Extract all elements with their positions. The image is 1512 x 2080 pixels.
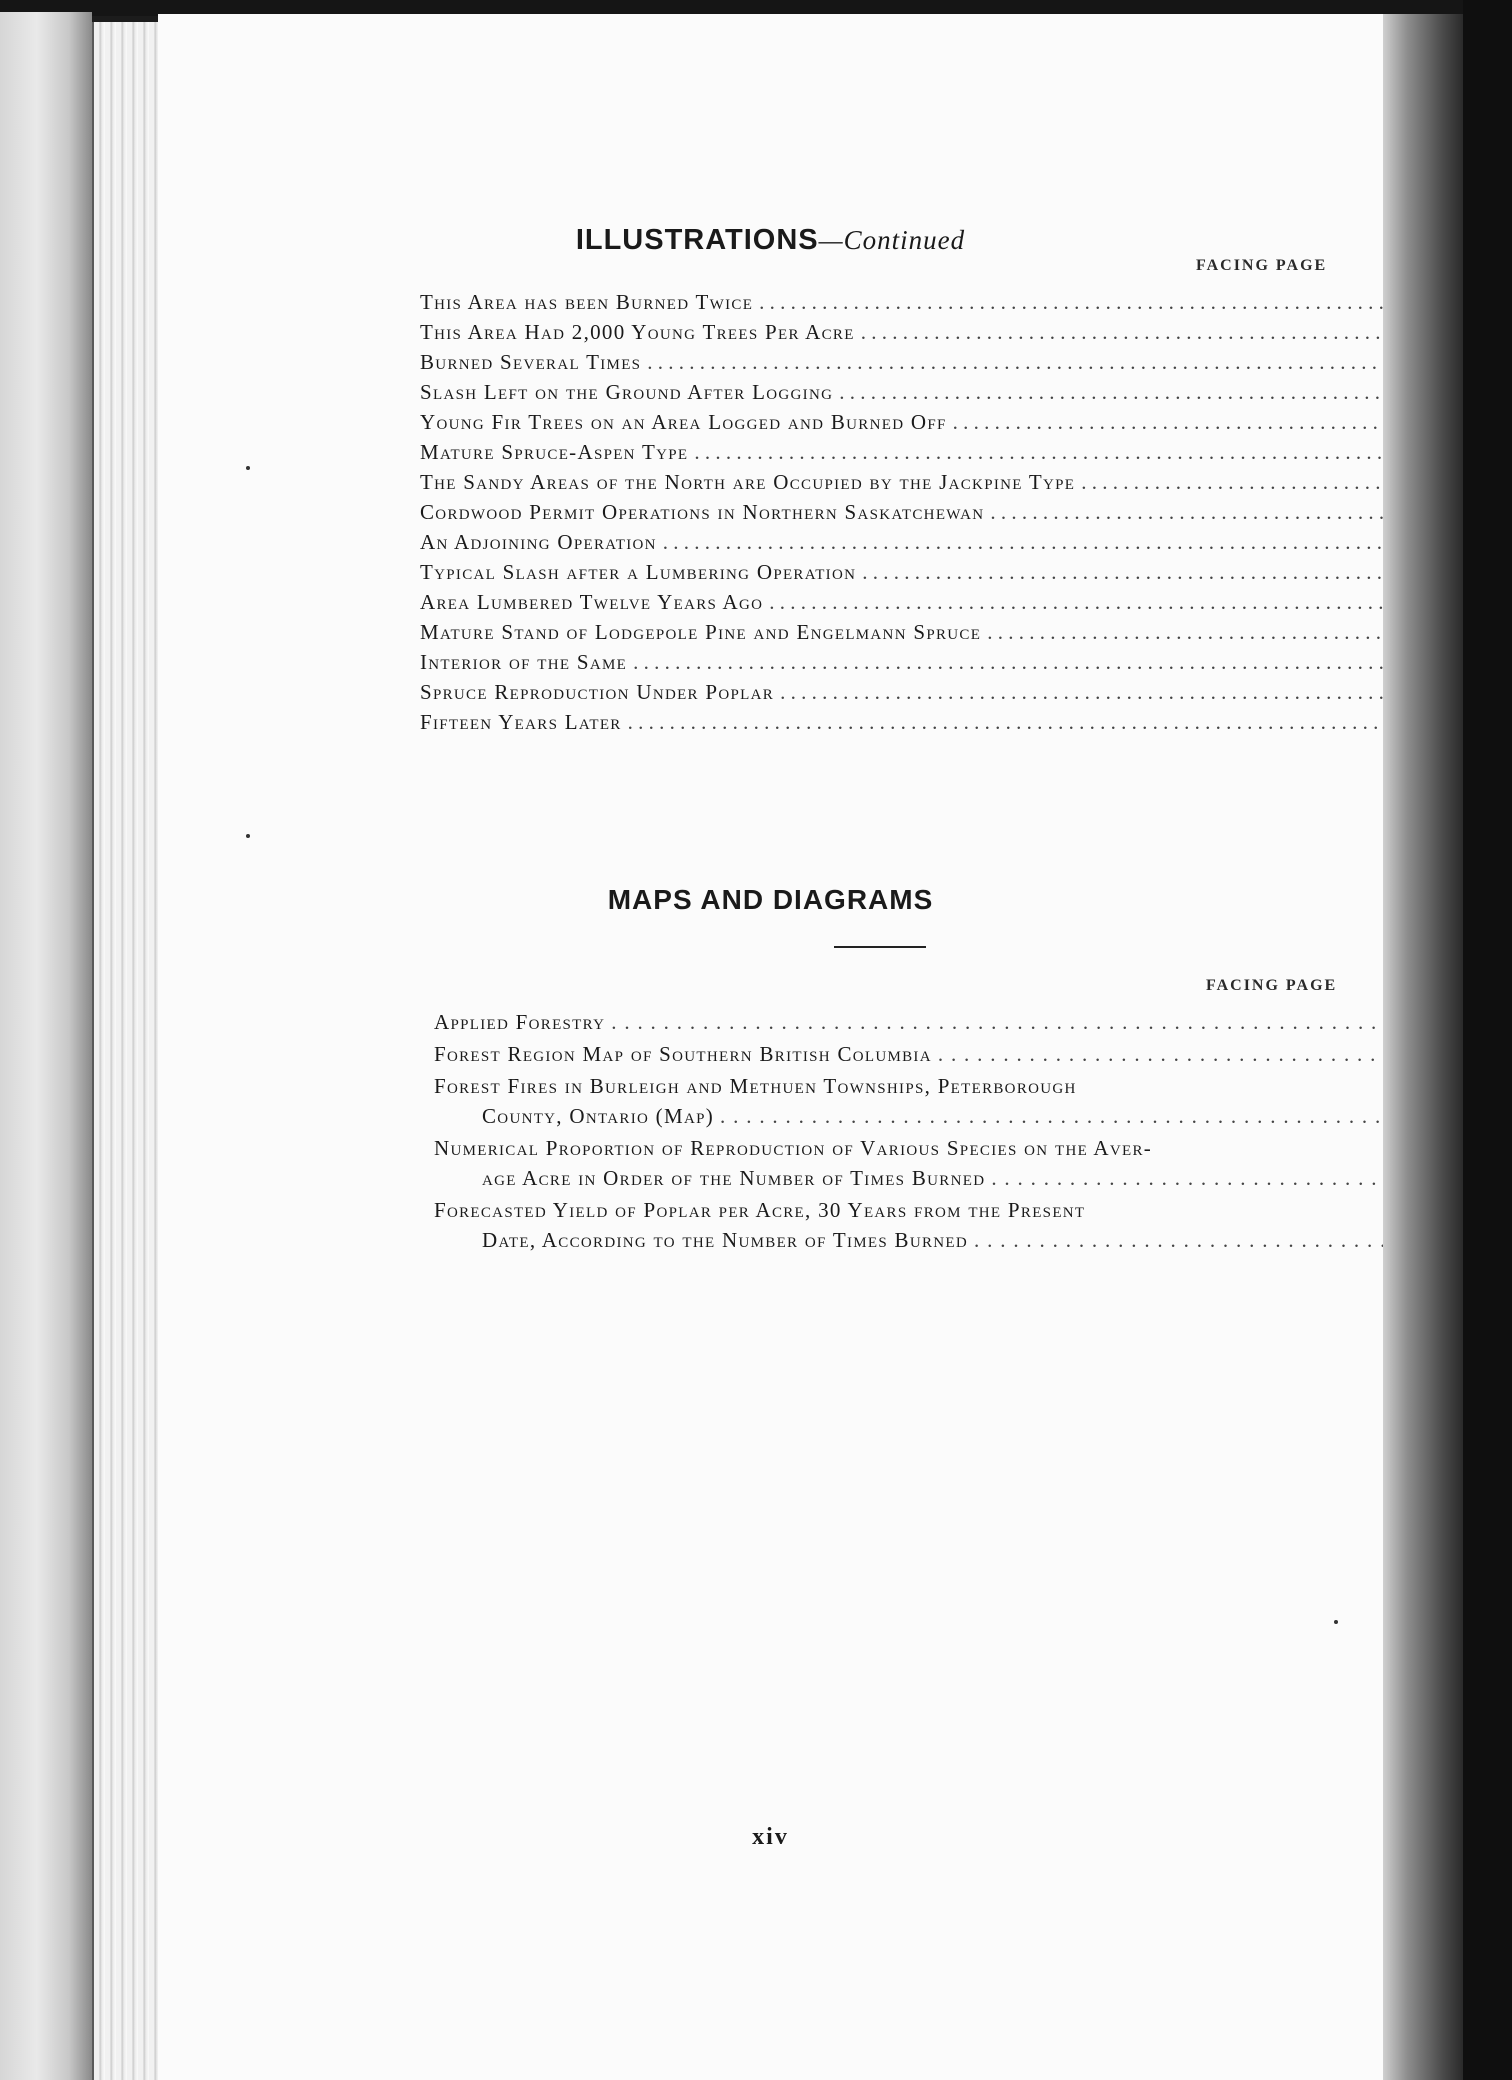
list-item <box>420 530 1492 560</box>
entry-title: Burned Several Times <box>420 350 642 374</box>
illustrations-list <box>420 290 1492 740</box>
scan-right-edge <box>1463 0 1512 2080</box>
entry-title: Typical Slash after a Lumbering Operation <box>420 560 857 584</box>
scan-left-margin <box>0 12 92 2080</box>
entry-title: The Sandy Areas of the North are Occupied by the Jackpine Type <box>420 470 1076 494</box>
maps-heading: MAPS AND DIAGRAMS <box>607 884 934 915</box>
list-item <box>420 350 1492 380</box>
entry-title: Mature Spruce-Aspen Type <box>420 440 689 464</box>
leader-dots <box>759 290 1448 315</box>
list-item <box>434 1198 1501 1258</box>
entry-title: Area Lumbered Twelve Years Ago <box>420 590 764 614</box>
leader-dots <box>663 530 1448 555</box>
list-item <box>420 680 1492 710</box>
book-page <box>158 14 1383 2080</box>
leader-dots <box>633 650 1448 675</box>
leader-dots <box>839 380 1448 405</box>
list-item <box>420 410 1492 440</box>
page-number: xiv <box>752 1824 789 1850</box>
list-item <box>420 290 1492 320</box>
leader-dots <box>720 1104 1457 1129</box>
illustrations-continued: —Continued <box>818 225 966 255</box>
list-item <box>420 590 1492 620</box>
entry-title-line2: County, Ontario (Map) <box>482 1104 715 1128</box>
list-item <box>434 1010 1501 1040</box>
illustrations-title: ILLUSTRATIONS <box>575 224 819 256</box>
maps-column-header: FACING PAGE <box>1206 977 1338 994</box>
entry-title: Interior of the Same <box>420 650 628 674</box>
list-item <box>420 500 1492 530</box>
entry-title: Cordwood Permit Operations in Northern Saskatchewan <box>420 500 985 524</box>
illustrations-column-header: FACING PAGE <box>1196 257 1328 274</box>
list-item <box>434 1042 1501 1072</box>
leader-dots <box>953 410 1448 435</box>
scan-gutter-shadow <box>1383 14 1463 2080</box>
entry-title: Fifteen Years Later <box>420 710 622 734</box>
entry-title: This Area has been Burned Twice <box>420 290 754 314</box>
list-item <box>420 710 1492 740</box>
leader-dots <box>694 440 1448 465</box>
entry-title-line2: age Acre in Order of the Number of Times Burned <box>482 1166 986 1190</box>
list-item <box>420 320 1492 350</box>
leader-dots <box>769 590 1448 615</box>
entry-title: Applied Forestry <box>434 1010 606 1034</box>
leader-dots <box>611 1010 1457 1035</box>
entry-title-line1: Forecasted Yield of Poplar per Acre, 30 Years from the Present <box>434 1198 1086 1222</box>
entry-title: Spruce Reproduction Under Poplar <box>420 680 775 704</box>
entry-title: Slash Left on the Ground After Logging <box>420 380 834 404</box>
entry-title-line2: Date, According to the Number of Times Burned <box>482 1228 969 1252</box>
list-item <box>420 440 1492 470</box>
list-item <box>420 620 1492 650</box>
list-item <box>420 380 1492 410</box>
list-item <box>420 650 1492 680</box>
entry-title: An Adjoining Operation <box>420 530 657 554</box>
maps-list <box>434 1010 1501 1260</box>
entry-title: This Area Had 2,000 Young Trees Per Acre <box>420 320 855 344</box>
entry-title: Mature Stand of Lodgepole Pine and Engelmann Spruce <box>420 620 982 644</box>
entry-title: Young Fir Trees on an Area Logged and Burned Off <box>420 410 947 434</box>
leader-dots <box>987 620 1448 645</box>
entry-title: Forest Region Map of Southern British Columbia <box>434 1042 932 1066</box>
leader-dots <box>628 710 1448 735</box>
list-item <box>434 1074 1501 1134</box>
entry-title-line1: Forest Fires in Burleigh and Methuen Townships, Peterborough <box>434 1074 1077 1098</box>
section-rule <box>834 946 926 948</box>
list-item <box>420 470 1492 500</box>
leader-dots <box>780 680 1448 705</box>
leader-dots <box>647 350 1448 375</box>
illustrations-heading <box>158 224 1383 257</box>
list-item <box>420 560 1492 590</box>
entry-title-line1: Numerical Proportion of Reproduction of Various Species on the Aver- <box>434 1136 1153 1160</box>
leader-dots <box>862 560 1448 585</box>
list-item <box>434 1136 1501 1196</box>
leader-dots <box>938 1042 1457 1067</box>
leader-dots <box>990 500 1448 525</box>
leader-dots <box>861 320 1448 345</box>
book-page-edges <box>92 22 160 2080</box>
